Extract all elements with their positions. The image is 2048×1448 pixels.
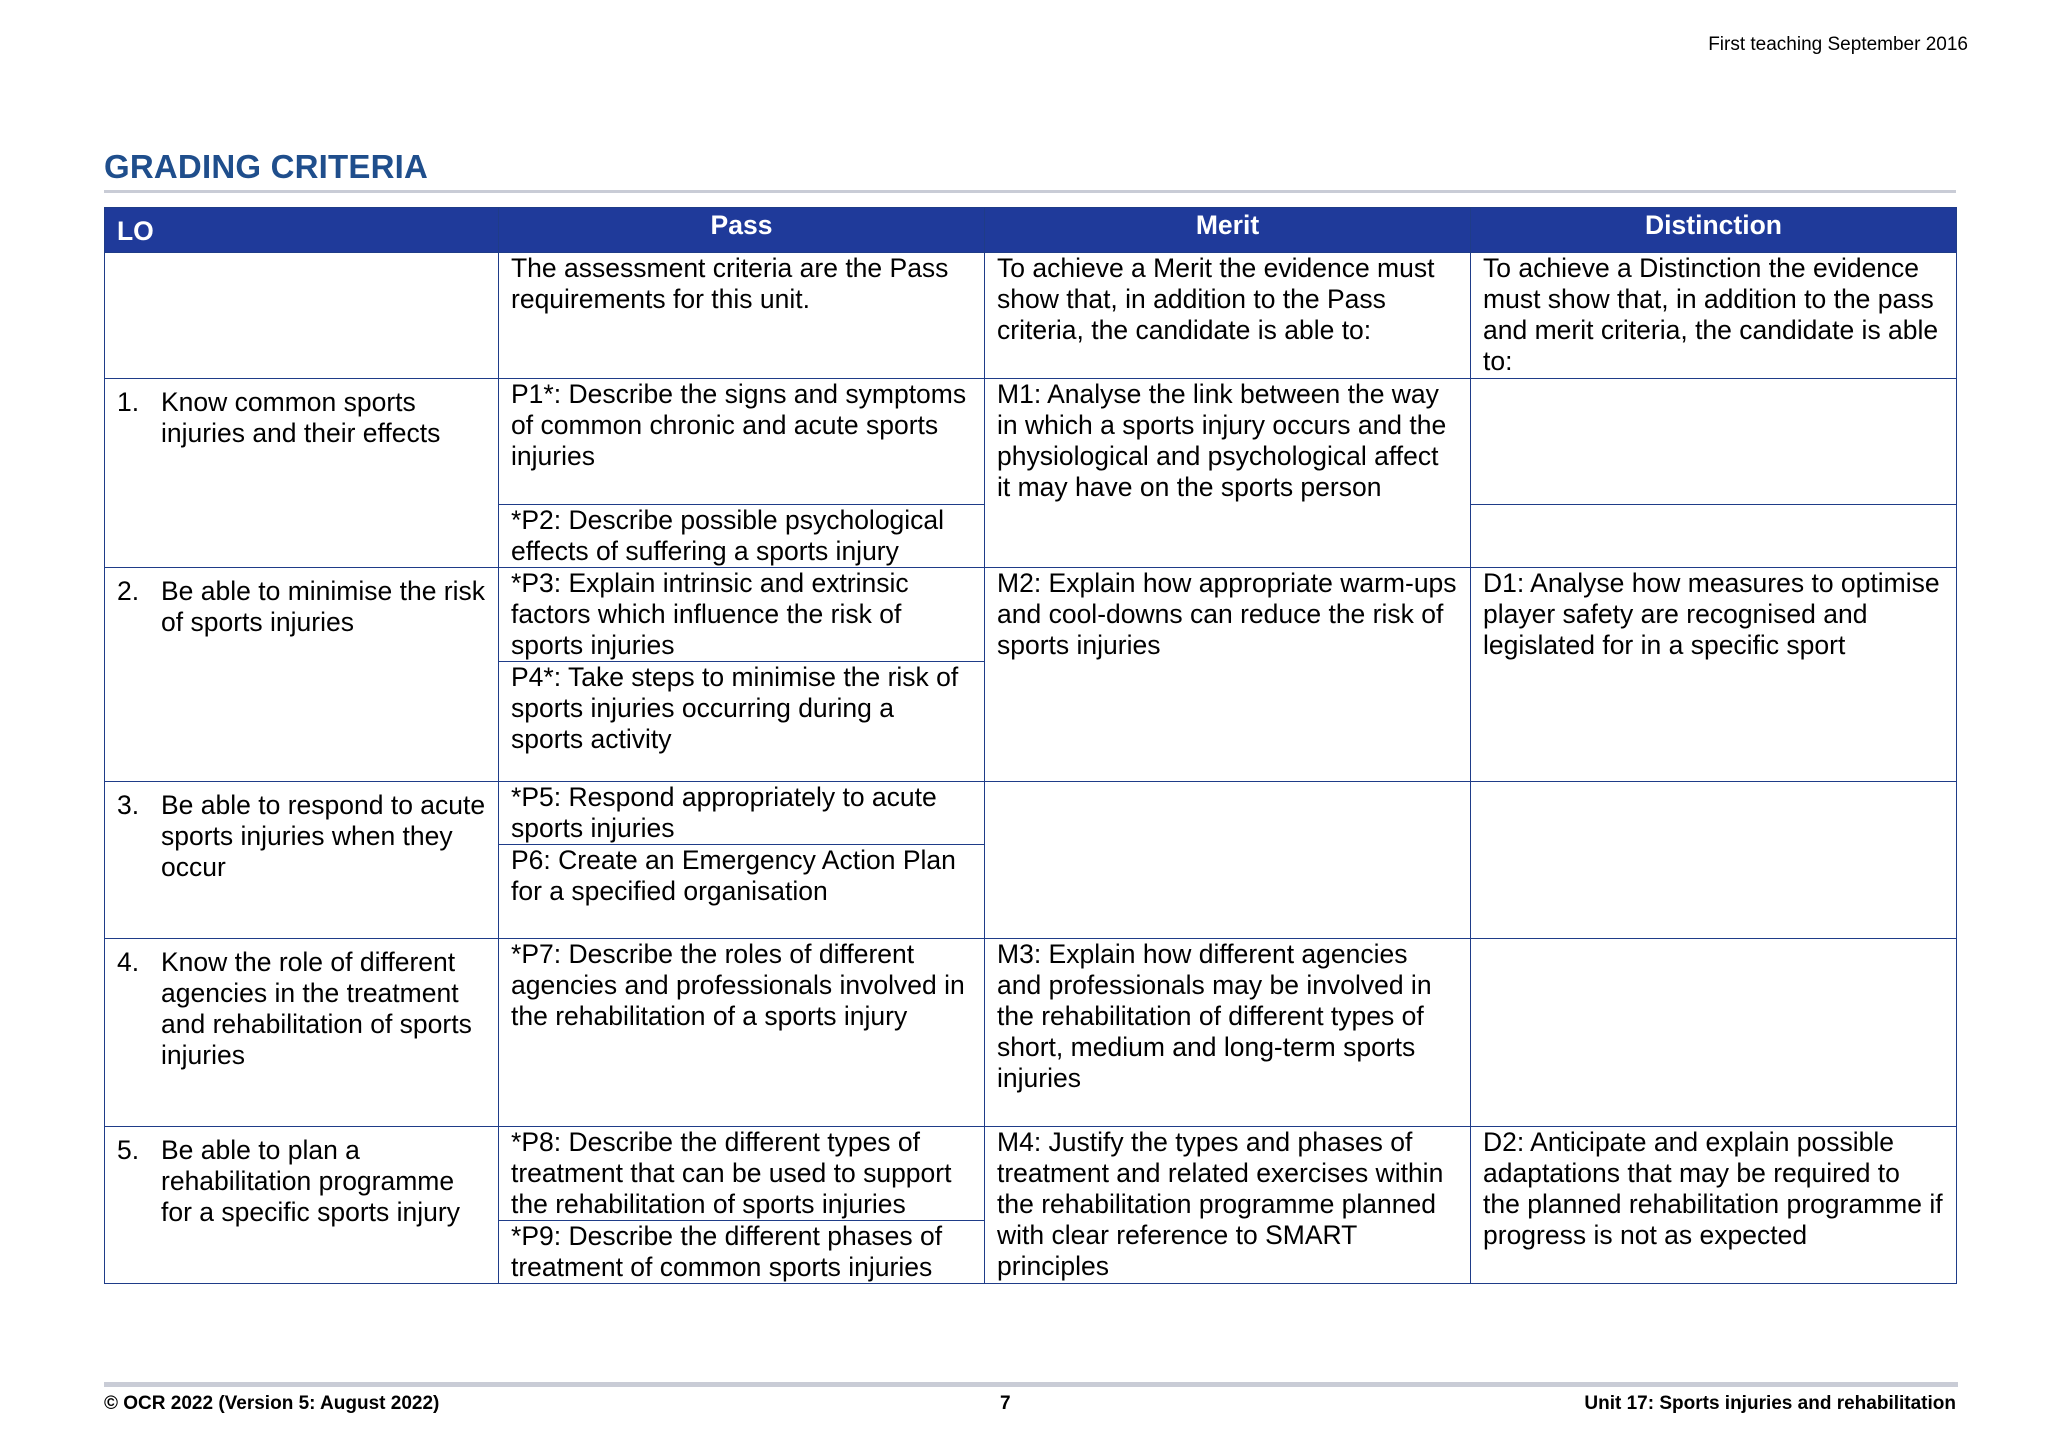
lo-number: 4.: [117, 947, 140, 977]
page-title: GRADING CRITERIA: [104, 148, 429, 185]
intro-pass-cell: The assessment criteria are the Pass requirements for this unit.: [499, 253, 985, 379]
column-header-pass: Pass: [499, 208, 985, 253]
lo-number: 3.: [117, 790, 140, 820]
lo-cell-5: [105, 1127, 499, 1284]
title-divider: [104, 190, 1956, 193]
table-row: [105, 782, 1957, 845]
merit-cell-empty: [985, 782, 1471, 939]
pass-criterion-p4: P4*: Take steps to minimise the risk of sports injuries occurring during a sports activity: [499, 662, 985, 782]
pass-criterion-p6: P6: Create an Emergency Action Plan for a specified organisation: [499, 845, 985, 939]
table-header-row: [105, 208, 1957, 253]
pass-criterion-p8: *P8: Describe the different types of treatment that can be used to support the rehabilitation of sports injuries: [499, 1127, 985, 1221]
distinction-cell-empty: [1471, 379, 1957, 505]
table-row: [105, 568, 1957, 662]
lo-text: Know common sports injuries and their effects: [161, 387, 441, 448]
distinction-cell-empty: [1471, 939, 1957, 1127]
merit-criterion-m4: M4: Justify the types and phases of treatment and related exercises within the rehabilitation programme planned with clear reference to SMART principles: [985, 1127, 1471, 1284]
lo-text: Be able to minimise the risk of sports injuries: [161, 576, 486, 637]
footer-copyright: © OCR 2022 (Version 5: August 2022): [104, 1393, 440, 1414]
merit-criterion-m2: M2: Explain how appropriate warm-ups and cool-downs can reduce the risk of sports injuries: [985, 568, 1471, 782]
lo-text: Know the role of different agencies in the treatment and rehabilitation of sports injuries: [161, 947, 472, 1070]
grading-criteria-table: [104, 207, 1957, 1284]
lo-cell-1: [105, 379, 499, 568]
lo-text: Be able to plan a rehabilitation programme for a specific sports injury: [161, 1135, 460, 1227]
column-header-merit: Merit: [985, 208, 1471, 253]
pass-criterion-p7: *P7: Describe the roles of different agencies and professionals involved in the rehabilitation of a sports injury: [499, 939, 985, 1127]
table-row: [105, 1127, 1957, 1221]
distinction-cell-empty: [1471, 505, 1957, 568]
pass-criterion-p2: *P2: Describe possible psychological effects of suffering a sports injury: [499, 505, 985, 568]
footer-unit-title: Unit 17: Sports injuries and rehabilitation: [1584, 1393, 1956, 1414]
footer-page-number: 7: [1000, 1393, 1011, 1414]
pass-criterion-p5: *P5: Respond appropriately to acute sports injuries: [499, 782, 985, 845]
lo-number: 2.: [117, 576, 140, 606]
lo-number: 5.: [117, 1135, 140, 1165]
merit-criterion-m3: M3: Explain how different agencies and professionals may be involved in the rehabilitation of different types of short, medium and long-term sports injuries: [985, 939, 1471, 1127]
lo-cell-2: [105, 568, 499, 782]
table-row: [105, 939, 1957, 1127]
footer-divider: [104, 1382, 1958, 1387]
first-teaching-note: First teaching September 2016: [1708, 34, 1968, 55]
merit-criterion-m1: M1: Analyse the link between the way in which a sports injury occurs and the physiological and psychological affect it may have on the sports person: [985, 379, 1471, 568]
lo-cell-4: [105, 939, 499, 1127]
intro-lo-cell: [105, 253, 499, 379]
lo-number: 1.: [117, 387, 140, 417]
distinction-criterion-d2: D2: Anticipate and explain possible adaptations that may be required to the planned rehabilitation programme if progress is not as expected: [1471, 1127, 1957, 1284]
column-header-lo: LO: [105, 208, 499, 253]
distinction-cell-empty: [1471, 782, 1957, 939]
lo-text: Be able to respond to acute sports injuries when they occur: [161, 790, 486, 882]
table-row: [105, 379, 1957, 505]
distinction-criterion-d1: D1: Analyse how measures to optimise player safety are recognised and legislated for in a specific sport: [1471, 568, 1957, 782]
pass-criterion-p9: *P9: Describe the different phases of treatment of common sports injuries: [499, 1221, 985, 1284]
table-row-intro: [105, 253, 1957, 379]
intro-distinction-cell: To achieve a Distinction the evidence must show that, in addition to the pass and merit criteria, the candidate is able to:: [1471, 253, 1957, 379]
lo-cell-3: [105, 782, 499, 939]
pass-criterion-p1: P1*: Describe the signs and symptoms of common chronic and acute sports injuries: [499, 379, 985, 505]
intro-merit-cell: To achieve a Merit the evidence must show that, in addition to the Pass criteria, the candidate is able to:: [985, 253, 1471, 379]
pass-criterion-p3: *P3: Explain intrinsic and extrinsic factors which influence the risk of sports injuries: [499, 568, 985, 662]
column-header-distinction: Distinction: [1471, 208, 1957, 253]
